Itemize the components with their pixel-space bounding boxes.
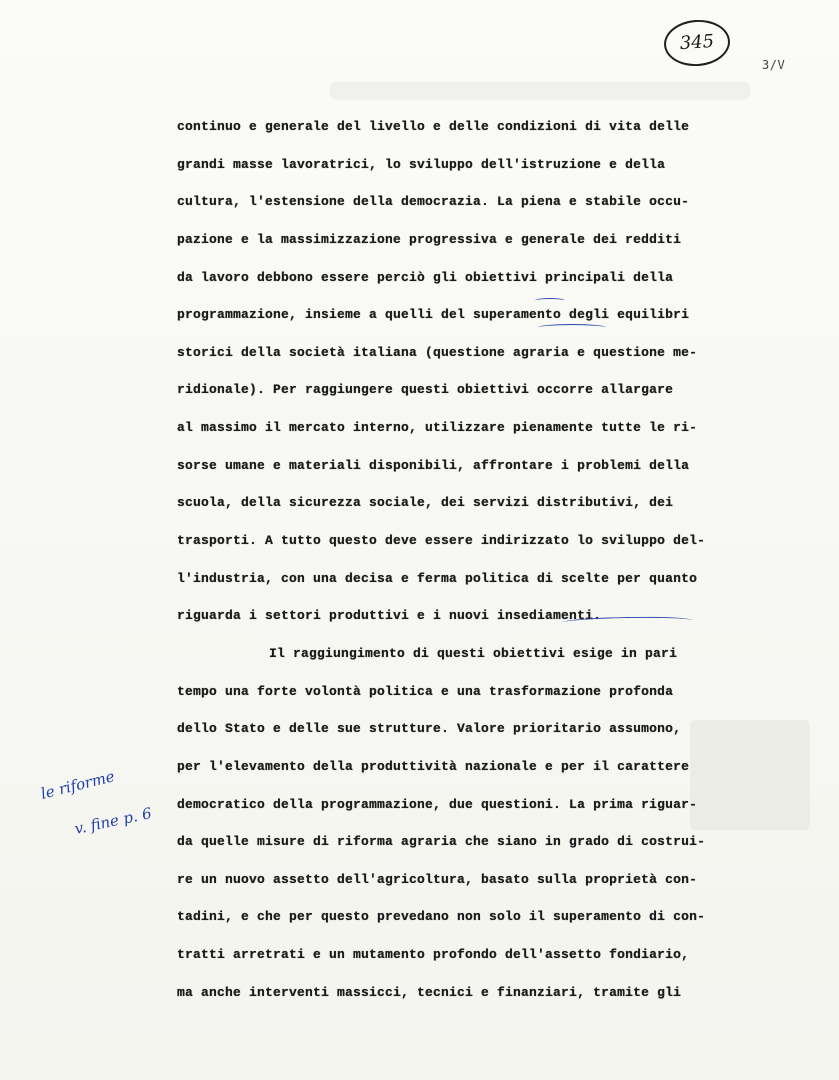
archive-number-stamp: 345 [662,18,731,68]
show-through-smudge [330,82,750,100]
text-line: per l'elevamento della produttività nazionale e per il carattere [177,758,690,774]
text-line: grandi masse lavoratrici, lo sviluppo dell'istruzione e della [177,156,666,172]
text-line: trasporti. A tutto questo deve essere indirizzato lo sviluppo del- [177,533,706,549]
text-line: tratti arretrati e un mutamento profondo dell'assetto fondiario, [177,947,690,963]
text-line: ridionale). Per raggiungere questi obiettivi occorre allargare [177,382,674,398]
text-line: tempo una forte volontà politica e una trasformazione profonda [177,683,674,699]
text-line: da lavoro debbono essere perciò gli obiettivi principali della [177,269,674,285]
text-line: storici della società italiana (questione agraria e questione me- [177,344,698,360]
text-line: scuola, della sicurezza sociale, dei servizi distributivi, dei [177,495,674,511]
text-line: sorse umane e materiali disponibili, affrontare i problemi della [177,457,690,473]
text-line: da quelle misure di riforma agraria che siano in grado di costrui- [177,834,706,850]
page-reference: 3/V [762,58,786,72]
paragraph-start-line: Il raggiungimento di questi obiettivi esige in pari [269,645,678,661]
text-line: cultura, l'estensione della democrazia. La piena e stabile occu- [177,194,690,210]
text-line: pazione e la massimizzazione progressiva e generale dei redditi [177,231,682,247]
text-line: continuo e generale del livello e delle condizioni di vita delle [177,119,690,134]
pen-underline-mark [538,324,606,331]
text-line: tadini, e che per questo prevedano non solo il superamento di con- [177,909,706,925]
text-line: re un nuovo assetto dell'agricoltura, basato sulla proprietà con- [177,871,698,887]
text-line: l'industria, con una decisa e ferma politica di scelte per quanto [177,570,698,586]
text-line: al massimo il mercato interno, utilizzare pienamente tutte le ri- [177,420,698,436]
handwritten-margin-note: le riforme [38,767,117,803]
text-line: dello Stato e delle sue strutture. Valore prioritario assumono, [177,721,682,737]
typed-text-block [177,108,817,1011]
text-line: democratico della programmazione, due questioni. La prima riguar- [177,796,698,812]
text-line: riguarda i settori produttivi e i nuovi insediamenti. [177,608,602,624]
pen-underline-mark [535,298,565,303]
handwritten-margin-note: v. fine p. 6 [72,804,154,838]
text-line: programmazione, insieme a quelli del superamento degli equilibri [177,307,690,323]
text-line: ma anche interventi massicci, tecnici e finanziari, tramite gli [177,984,682,1000]
